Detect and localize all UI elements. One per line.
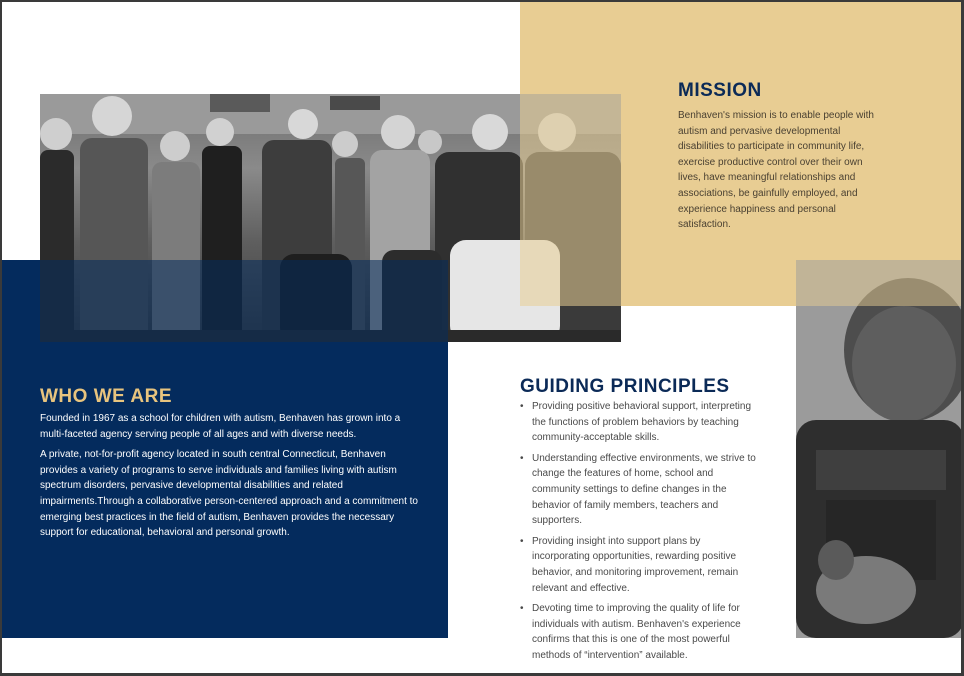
list-item [520,451,760,529]
bullet-icon: • [520,401,524,412]
who-we-are-body [40,411,420,546]
boy-photo [796,260,964,638]
list-item [520,399,760,446]
boy-photo-gold-overlay [796,260,964,306]
list-item [520,601,760,663]
boy-photo-illustration [796,260,964,638]
list-item-text: Devoting time to improving the quality of life for individuals with autism. Benhaven's experience confirms that this is one of the most powerful methods of “intervention” available. [532,603,741,661]
list-item-text: Providing positive behavioral support, interpreting the functions of problem behaviors by teaching community-acceptable skills. [532,401,752,444]
list-item-text: Providing insight into support plans by incorporating opportunities, rewarding positive behavior, and monitoring improvement, remain relevant and effective. [532,535,739,594]
bullet-icon: • [520,603,524,615]
who-we-are-paragraph: A private, not-for-profit agency located in south central Connecticut, Benhaven provides a variety of programs to serve individuals and families living with autism spectrum disorders, pervasive developmental disabilities and related impairments.Through a collaborative person-centered approach and a commitment to emerging best practices in the field of autism, Benhaven provides the necessary support for educational, behavioral and personal growth. [40,449,418,539]
group-photo [40,94,621,342]
mission-heading: MISSION [678,80,762,101]
list-item [520,534,760,596]
mission-body: Benhaven's mission is to enable people with autism and pervasive developmental disabilities to participate in community life, exercise productive control over their own lives, have meaningful relationships and associations, be gainfully employed, and experience happiness and personal satisfaction. [678,110,874,231]
list-item-text: Understanding effective environments, we strive to change the features of home, school and community settings to define changes in the behavior of family members, teachers and supporters. [532,452,756,527]
who-we-are-heading: WHO WE ARE [40,386,173,407]
bullet-icon: • [520,452,524,464]
bullet-icon: • [520,535,524,547]
who-we-are-paragraph: Founded in 1967 as a school for children with autism, Benhaven has grown into a multi-faceted agency serving people of all ages and with diverse needs. [40,413,401,440]
photo-gold-overlay [520,94,621,306]
photo-navy-overlay [40,260,448,342]
guiding-principles-list [520,399,760,669]
guiding-principles-heading: GUIDING PRINCIPLES [520,376,730,397]
